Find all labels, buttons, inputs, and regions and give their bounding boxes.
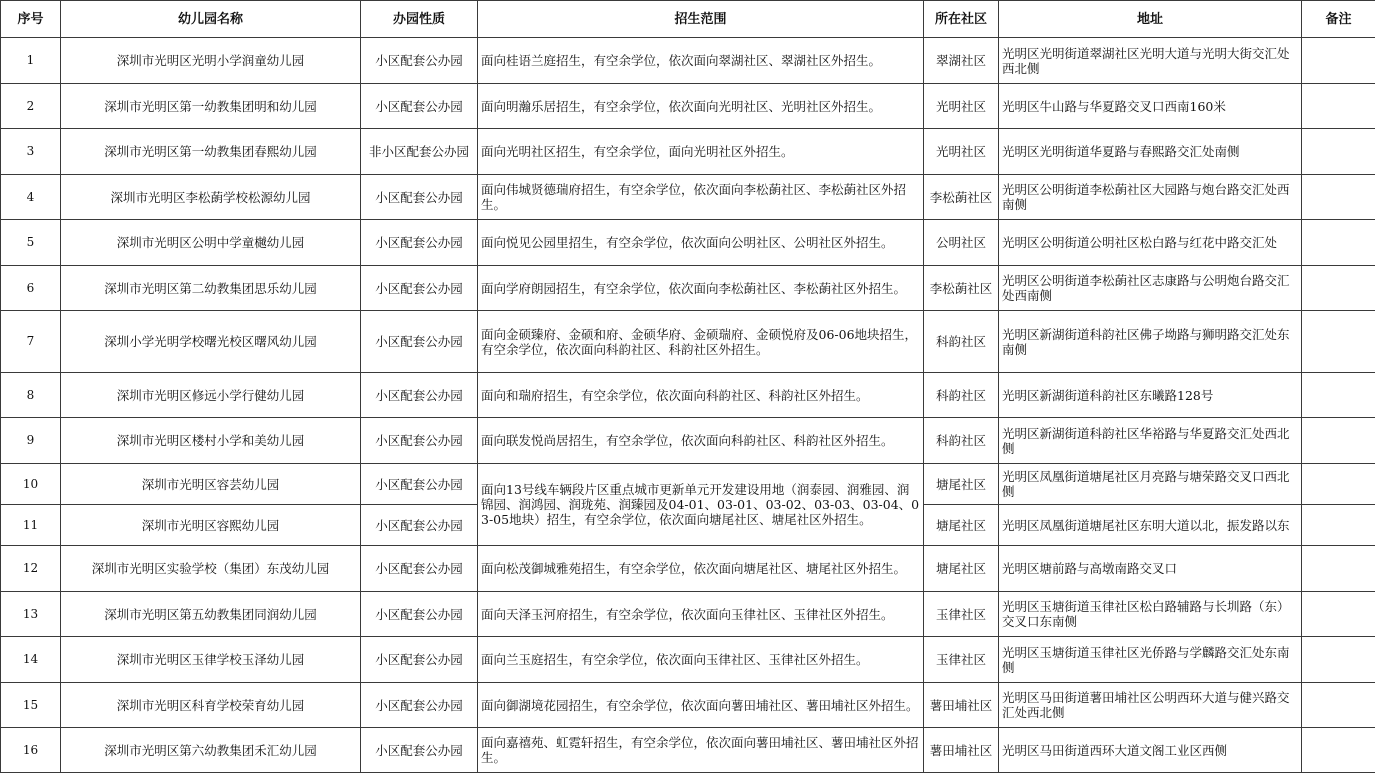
cell-community: 翠湖社区: [924, 38, 999, 84]
cell-community: 李松蓢社区: [924, 175, 999, 220]
cell-nature: 小区配套公办园: [361, 505, 478, 546]
cell-community: 薯田埔社区: [924, 683, 999, 728]
cell-remark: [1302, 728, 1375, 773]
cell-scope: 面向桂语兰庭招生，有空余学位，依次面向翠湖社区、翠湖社区外招生。: [478, 38, 924, 84]
cell-community: 塘尾社区: [924, 546, 999, 592]
cell-remark: [1302, 266, 1375, 311]
cell-address: 光明区凤凰街道塘尾社区东明大道以北，振发路以东: [999, 505, 1302, 546]
cell-nature: 非小区配套公办园: [361, 129, 478, 175]
table-row: [1, 683, 1375, 728]
cell-community: 光明社区: [924, 84, 999, 129]
cell-nature: 小区配套公办园: [361, 464, 478, 505]
cell-name: 深圳市光明区第一幼教集团明和幼儿园: [61, 84, 361, 129]
table-row: [1, 464, 1375, 505]
table-row: [1, 418, 1375, 464]
cell-scope: 面向松茂御城雅苑招生，有空余学位，依次面向塘尾社区、塘尾社区外招生。: [478, 546, 924, 592]
cell-nature: 小区配套公办园: [361, 175, 478, 220]
cell-name: 深圳市光明区容熙幼儿园: [61, 505, 361, 546]
cell-community: 光明社区: [924, 129, 999, 175]
cell-remark: [1302, 592, 1375, 637]
cell-seq: 3: [1, 129, 61, 175]
cell-remark: [1302, 637, 1375, 683]
cell-remark: [1302, 220, 1375, 266]
cell-scope: 面向天泽玉河府招生，有空余学位，依次面向玉律社区、玉律社区外招生。: [478, 592, 924, 637]
cell-address: 光明区玉塘街道玉律社区松白路辅路与长圳路（东）交叉口东南侧: [999, 592, 1302, 637]
cell-name: 深圳市光明区光明小学润童幼儿园: [61, 38, 361, 84]
cell-name: 深圳市光明区容芸幼儿园: [61, 464, 361, 505]
header-name: 幼儿园名称: [61, 1, 361, 38]
cell-name: 深圳市光明区楼村小学和美幼儿园: [61, 418, 361, 464]
cell-address: 光明区光明街道华夏路与春熙路交汇处南侧: [999, 129, 1302, 175]
table-row: [1, 373, 1375, 418]
header-nature: 办园性质: [361, 1, 478, 38]
cell-address: 光明区新湖街道科韵社区东曦路128号: [999, 373, 1302, 418]
cell-community: 李松蓢社区: [924, 266, 999, 311]
cell-name: 深圳市光明区修远小学行健幼儿园: [61, 373, 361, 418]
cell-seq: 5: [1, 220, 61, 266]
table-row: [1, 592, 1375, 637]
cell-remark: [1302, 546, 1375, 592]
cell-address: 光明区牛山路与华夏路交叉口西南160米: [999, 84, 1302, 129]
cell-scope-merged: 面向13号线车辆段片区重点城市更新单元开发建设用地（润泰园、润雅园、润锦园、润鸿园、润珑苑、润臻园及04-01、03-01、03-02、03-03、03-04、03-05地块）招生，有空余学位，依次面向塘尾社区、塘尾社区外招生。: [478, 464, 924, 546]
cell-scope: 面向光明社区招生，有空余学位，面向光明社区外招生。: [478, 129, 924, 175]
table-row: [1, 38, 1375, 84]
cell-name: 深圳市光明区第二幼教集团思乐幼儿园: [61, 266, 361, 311]
cell-scope: 面向金硕臻府、金硕和府、金硕华府、金硕瑞府、金硕悦府及06-06地块招生，有空余学位，依次面向科韵社区、科韵社区外招生。: [478, 311, 924, 373]
cell-seq: 12: [1, 546, 61, 592]
table-row: [1, 129, 1375, 175]
cell-scope: 面向悦见公园里招生，有空余学位，依次面向公明社区、公明社区外招生。: [478, 220, 924, 266]
cell-scope: 面向明瀚乐居招生，有空余学位，依次面向光明社区、光明社区外招生。: [478, 84, 924, 129]
table-row: [1, 266, 1375, 311]
cell-address: 光明区公明街道李松蓢社区志康路与公明炮台路交汇处西南侧: [999, 266, 1302, 311]
table-row: [1, 311, 1375, 373]
cell-address: 光明区新湖街道科韵社区佛子坳路与狮明路交汇处东南侧: [999, 311, 1302, 373]
cell-name: 深圳市光明区第六幼教集团禾汇幼儿园: [61, 728, 361, 773]
cell-remark: [1302, 311, 1375, 373]
cell-remark: [1302, 175, 1375, 220]
cell-seq: 15: [1, 683, 61, 728]
cell-name: 深圳市光明区玉律学校玉泽幼儿园: [61, 637, 361, 683]
cell-nature: 小区配套公办园: [361, 728, 478, 773]
table-row: [1, 175, 1375, 220]
cell-address: 光明区公明街道公明社区松白路与红花中路交汇处: [999, 220, 1302, 266]
cell-scope: 面向联发悦尚居招生，有空余学位，依次面向科韵社区、科韵社区外招生。: [478, 418, 924, 464]
cell-seq: 8: [1, 373, 61, 418]
cell-seq: 13: [1, 592, 61, 637]
table-row: [1, 637, 1375, 683]
cell-nature: 小区配套公办园: [361, 38, 478, 84]
cell-community: 科韵社区: [924, 418, 999, 464]
cell-seq: 16: [1, 728, 61, 773]
cell-scope: 面向御湖境花园招生，有空余学位，依次面向薯田埔社区、薯田埔社区外招生。: [478, 683, 924, 728]
cell-community: 玉律社区: [924, 637, 999, 683]
cell-remark: [1302, 129, 1375, 175]
cell-remark: [1302, 505, 1375, 546]
cell-seq: 11: [1, 505, 61, 546]
cell-nature: 小区配套公办园: [361, 637, 478, 683]
cell-seq: 6: [1, 266, 61, 311]
cell-community: 公明社区: [924, 220, 999, 266]
table-row: [1, 546, 1375, 592]
cell-address: 光明区凤凰街道塘尾社区月亮路与塘荣路交叉口西北侧: [999, 464, 1302, 505]
cell-name: 深圳市光明区实验学校（集团）东茂幼儿园: [61, 546, 361, 592]
cell-nature: 小区配套公办园: [361, 311, 478, 373]
header-row: [1, 1, 1375, 38]
cell-nature: 小区配套公办园: [361, 266, 478, 311]
table-row: [1, 220, 1375, 266]
header-seq: 序号: [1, 1, 61, 38]
cell-nature: 小区配套公办园: [361, 546, 478, 592]
cell-community: 塘尾社区: [924, 505, 999, 546]
cell-remark: [1302, 464, 1375, 505]
cell-name: 深圳市光明区李松蓢学校松源幼儿园: [61, 175, 361, 220]
cell-address: 光明区玉塘街道玉律社区光侨路与学麟路交汇处东南侧: [999, 637, 1302, 683]
cell-community: 科韵社区: [924, 373, 999, 418]
cell-community: 塘尾社区: [924, 464, 999, 505]
cell-nature: 小区配套公办园: [361, 592, 478, 637]
cell-nature: 小区配套公办园: [361, 84, 478, 129]
cell-seq: 4: [1, 175, 61, 220]
cell-seq: 2: [1, 84, 61, 129]
cell-name: 深圳市光明区科育学校荣育幼儿园: [61, 683, 361, 728]
cell-remark: [1302, 373, 1375, 418]
cell-seq: 14: [1, 637, 61, 683]
cell-seq: 7: [1, 311, 61, 373]
cell-name: 深圳市光明区第一幼教集团春熙幼儿园: [61, 129, 361, 175]
cell-name: 深圳小学光明学校曙光校区曙风幼儿园: [61, 311, 361, 373]
cell-seq: 9: [1, 418, 61, 464]
table-row: [1, 728, 1375, 773]
header-remark: 备注: [1302, 1, 1375, 38]
cell-seq: 1: [1, 38, 61, 84]
cell-address: 光明区公明街道李松蓢社区大园路与炮台路交汇处西南侧: [999, 175, 1302, 220]
cell-community: 薯田埔社区: [924, 728, 999, 773]
cell-community: 科韵社区: [924, 311, 999, 373]
cell-scope: 面向学府朗园招生，有空余学位，依次面向李松蓢社区、李松蓢社区外招生。: [478, 266, 924, 311]
cell-remark: [1302, 84, 1375, 129]
cell-address: 光明区塘前路与高墩南路交叉口: [999, 546, 1302, 592]
cell-scope: 面向伟城贤德瑞府招生，有空余学位，依次面向李松蓢社区、李松蓢社区外招生。: [478, 175, 924, 220]
cell-address: 光明区马田街道薯田埔社区公明西环大道与健兴路交汇处西北侧: [999, 683, 1302, 728]
cell-scope: 面向和瑞府招生，有空余学位，依次面向科韵社区、科韵社区外招生。: [478, 373, 924, 418]
table-row: [1, 84, 1375, 129]
cell-nature: 小区配套公办园: [361, 418, 478, 464]
cell-address: 光明区马田街道西环大道文阁工业区西侧: [999, 728, 1302, 773]
cell-name: 深圳市光明区公明中学童樾幼儿园: [61, 220, 361, 266]
cell-nature: 小区配套公办园: [361, 683, 478, 728]
header-scope: 招生范围: [478, 1, 924, 38]
cell-remark: [1302, 38, 1375, 84]
cell-community: 玉律社区: [924, 592, 999, 637]
cell-name: 深圳市光明区第五幼教集团同润幼儿园: [61, 592, 361, 637]
header-community: 所在社区: [924, 1, 999, 38]
header-address: 地址: [999, 1, 1302, 38]
cell-remark: [1302, 683, 1375, 728]
cell-nature: 小区配套公办园: [361, 373, 478, 418]
cell-nature: 小区配套公办园: [361, 220, 478, 266]
cell-scope: 面向嘉禧苑、虹霓轩招生，有空余学位，依次面向薯田埔社区、薯田埔社区外招生。: [478, 728, 924, 773]
cell-address: 光明区新湖街道科韵社区华裕路与华夏路交汇处西北侧: [999, 418, 1302, 464]
cell-address: 光明区光明街道翠湖社区光明大道与光明大街交汇处西北侧: [999, 38, 1302, 84]
cell-scope: 面向兰玉庭招生，有空余学位，依次面向玉律社区、玉律社区外招生。: [478, 637, 924, 683]
cell-remark: [1302, 418, 1375, 464]
cell-seq: 10: [1, 464, 61, 505]
